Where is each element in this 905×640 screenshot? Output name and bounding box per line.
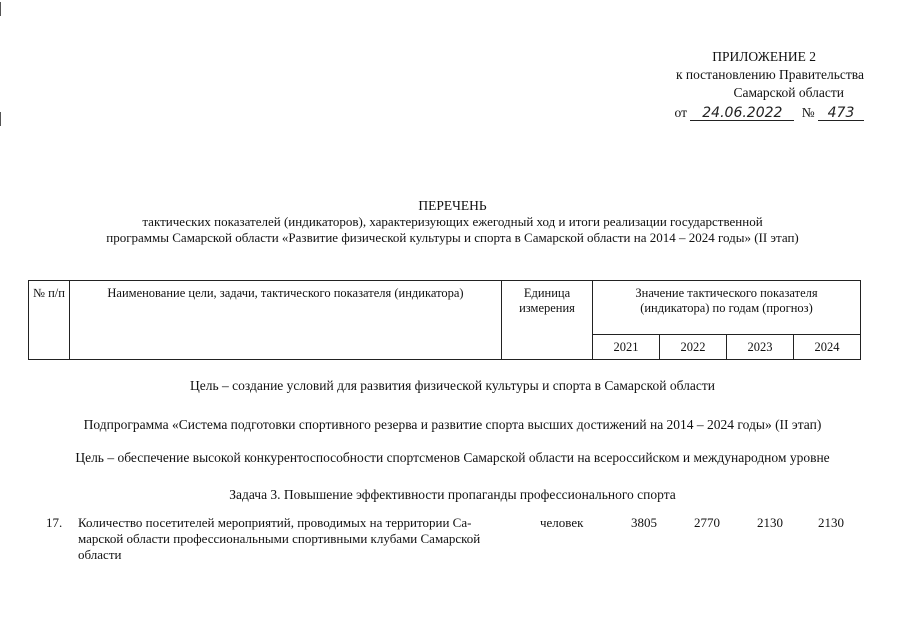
row-value-2021: 3805	[631, 515, 657, 530]
heading-line-1: тактических показателей (индикаторов), характеризующих ежегодный ход и итоги реализации государственной	[142, 214, 763, 229]
from-prefix: от	[674, 105, 687, 120]
row-value-2023: 2130	[757, 515, 783, 530]
heading-title: ПЕРЕЧЕНЬ	[418, 198, 487, 213]
col-number-header: № п/п	[29, 281, 70, 360]
goal-heading: Цель – создание условий для развития физической культуры и спорта в Самарской области	[190, 378, 715, 393]
task-heading: Задача 3. Повышение эффективности пропаганды профессионального спорта	[229, 487, 676, 502]
row-name-line-1: Количество посетителей мероприятий, проводимых на территории Са-	[78, 515, 472, 530]
row-number: 17.	[46, 515, 63, 530]
row-unit: человек	[540, 515, 584, 530]
row-value-2024: 2130	[818, 515, 844, 530]
document-heading	[0, 198, 905, 246]
indicators-header-table	[28, 280, 861, 360]
number-sign: №	[801, 105, 815, 120]
row-name	[78, 515, 518, 563]
year-2024-header: 2024	[793, 335, 860, 360]
year-2022-header: 2022	[659, 335, 726, 360]
col-unit-header: Единица измерения	[502, 281, 593, 360]
heading-line-2: программы Самарской области «Развитие физической культуры и спорта в Самарской области на 2014 – 2024 годы» (II этап)	[106, 230, 799, 245]
appendix-block	[604, 48, 864, 122]
col-value-header: Значение тактического показателя (индикатора) по годам (прогноз)	[593, 281, 861, 335]
row-name-line-2: марской области профессиональными спортивными клубами Самарской	[78, 531, 481, 546]
appendix-date-line	[604, 104, 864, 122]
handwritten-date: 24.06.2022	[690, 106, 794, 121]
appendix-line-2: Самарской области	[733, 85, 844, 100]
year-2021-header: 2021	[593, 335, 660, 360]
subgoal-heading: Цель – обеспечение высокой конкурентоспособности спортсменов Самарской области на всероссийском и международном уровне	[75, 450, 830, 465]
subprogram-heading: Подпрограмма «Система подготовки спортивного резерва и развитие спорта высших достижений на 2014 – 2024 годы» (II этап)	[83, 417, 822, 432]
scan-edge-mark	[0, 2, 4, 16]
col-name-header: Наименование цели, задачи, тактического показателя (индикатора)	[70, 281, 502, 360]
row-name-line-3: области	[78, 547, 122, 562]
year-2023-header: 2023	[726, 335, 793, 360]
row-value-2022: 2770	[694, 515, 720, 530]
handwritten-number: 473	[818, 106, 864, 121]
appendix-line-1: к постановлению Правительства	[675, 67, 864, 82]
scan-edge-mark	[0, 112, 4, 126]
appendix-title: ПРИЛОЖЕНИЕ 2	[712, 49, 816, 64]
